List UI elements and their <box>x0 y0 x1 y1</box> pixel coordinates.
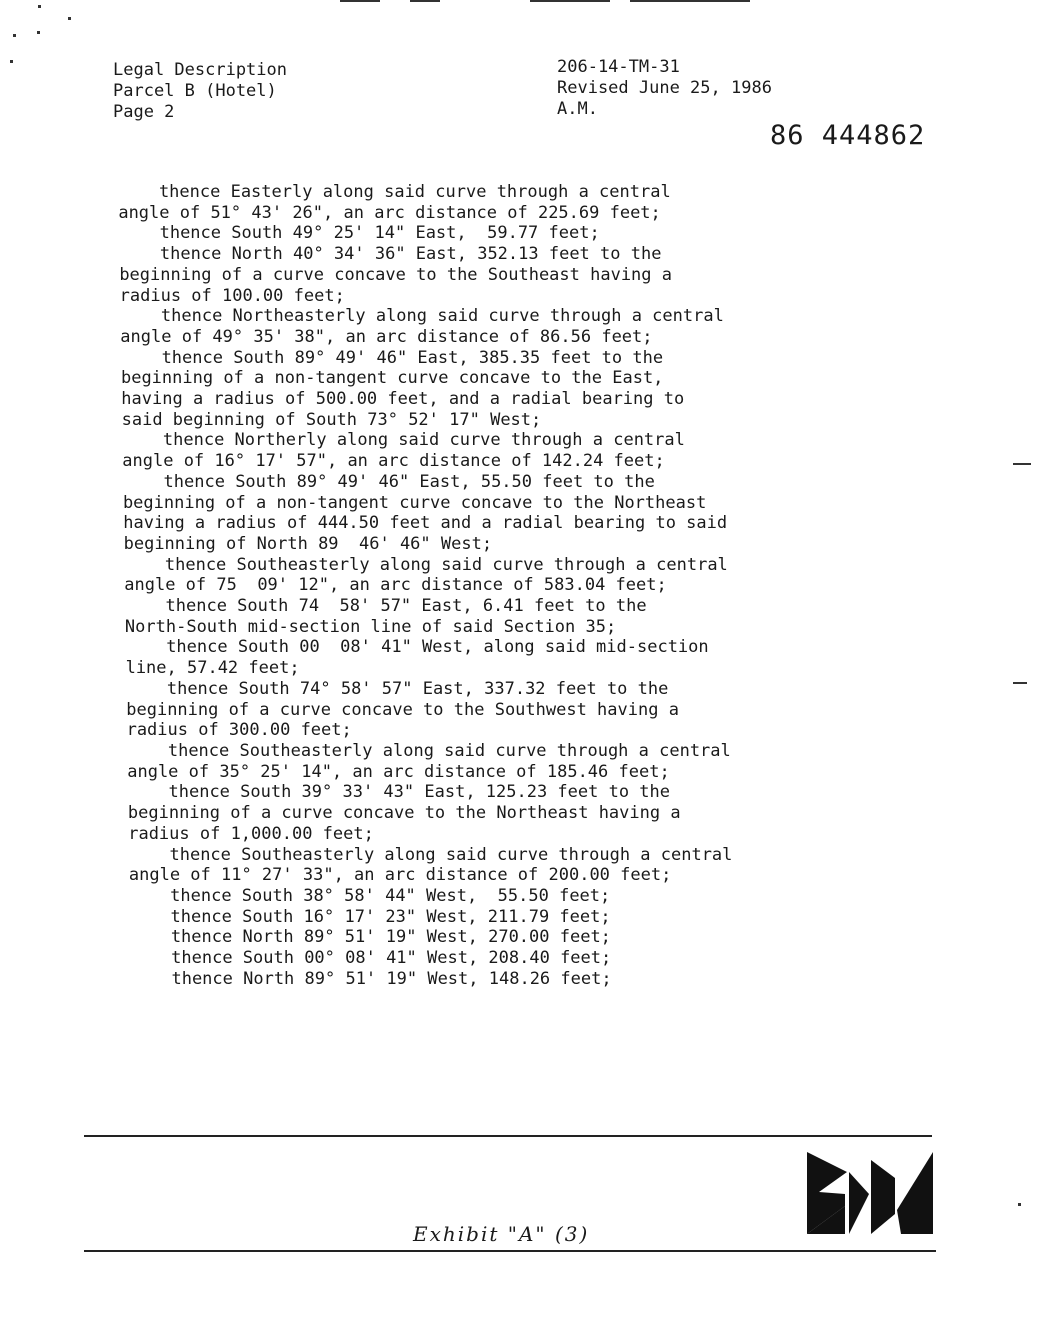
body-line: beginning of a curve concave to the Southwest having a <box>126 699 679 720</box>
body-line: angle of 35° 25' 14", an arc distance of 185.46 feet; <box>127 761 670 782</box>
body-line: angle of 16° 17' 57", an arc distance of 142.24 feet; <box>122 451 665 472</box>
body-line: beginning of a curve concave to the Northeast having a <box>127 803 681 824</box>
bw-logo-icon <box>805 1150 935 1236</box>
body-line: said beginning of South 73° 52' 17" West; <box>121 409 542 430</box>
body-line: thence South 00° 08' 41" West, 208.40 feet; <box>130 948 612 969</box>
document-header-left <box>113 60 287 123</box>
header-page: Page 2 <box>113 102 175 122</box>
body-line: beginning of a non-tangent curve concave to the Northeast <box>122 492 707 513</box>
scan-speck <box>68 17 71 20</box>
body-line: radius of 100.00 feet; <box>119 285 345 306</box>
footer-rule-top <box>84 1135 932 1137</box>
body-line: thence Northeasterly along said curve through a central <box>119 306 724 327</box>
body-line: thence Southeasterly along said curve through a central <box>123 554 728 575</box>
header-initials: A.M. <box>557 99 598 119</box>
document-header-right <box>557 57 772 120</box>
scan-speck <box>38 5 41 8</box>
body-line: having a radius of 444.50 feet and a radial bearing to said <box>123 513 728 534</box>
body-line: thence Southeasterly along said curve through a central <box>126 740 731 761</box>
body-line: thence South 49° 25' 14" East, 59.77 feet; <box>118 223 600 244</box>
legal-description-body <box>118 182 1018 989</box>
body-line: thence South 16° 17' 23" West, 211.79 feet; <box>129 906 611 927</box>
body-line: line, 57.42 feet; <box>125 658 300 679</box>
body-line: thence South 00 08' 41" West, along said mid-section <box>125 637 709 658</box>
body-line: thence South 89° 49' 46" East, 55.50 feet to the <box>122 471 655 492</box>
header-title: Legal Description <box>113 60 287 80</box>
body-line: thence South 89° 49' 46" East, 385.35 feet to the <box>120 347 664 368</box>
body-line: radius of 300.00 feet; <box>126 720 352 741</box>
body-line: radius of 1,000.00 feet; <box>128 823 374 844</box>
body-line: thence South 74 58' 57" East, 6.41 feet to the <box>124 596 647 617</box>
scan-speck <box>10 60 13 63</box>
recording-number: 86 444862 <box>770 120 926 151</box>
body-line: angle of 11° 27' 33", an arc distance of 200.00 feet; <box>128 865 672 886</box>
scan-speck <box>1018 1203 1021 1206</box>
body-line: thence South 39° 33' 43" East, 125.23 feet to the <box>127 782 671 803</box>
body-line: angle of 75 09' 12", an arc distance of 583.04 feet; <box>124 575 667 596</box>
header-parcel: Parcel B (Hotel) <box>113 81 277 101</box>
top-edge-marks <box>290 0 770 2</box>
body-line: beginning of North 89 46' 46" West; <box>123 533 493 554</box>
header-revised-date: Revised June 25, 1986 <box>557 78 772 98</box>
body-line: thence North 89° 51' 19" West, 148.26 feet; <box>130 968 612 989</box>
body-line: thence Easterly along said curve through a central <box>118 182 671 202</box>
body-line: thence Southeasterly along said curve through a central <box>128 844 733 865</box>
body-line: thence Northerly along said curve through a central <box>121 430 685 451</box>
footer-rule-bottom <box>84 1250 936 1252</box>
body-line: angle of 49° 35' 38", an arc distance of 86.56 feet; <box>120 326 653 347</box>
body-line: angle of 51° 43' 26", an arc distance of 225.69 feet; <box>118 202 661 223</box>
body-line: beginning of a non-tangent curve concave to the East, <box>120 368 664 389</box>
body-line: thence South 74° 58' 57" East, 337.32 feet to the <box>125 678 669 699</box>
scan-speck <box>13 34 16 37</box>
body-line: thence North 89° 51' 19" West, 270.00 feet; <box>129 927 611 948</box>
exhibit-label: Exhibit "A" (3) <box>413 1222 590 1246</box>
header-file-number: 206-14-TM-31 <box>557 57 680 77</box>
body-line: thence North 40° 34' 36" East, 352.13 feet to the <box>118 244 662 265</box>
body-line: North-South mid-section line of said Section 35; <box>124 616 617 637</box>
body-line: having a radius of 500.00 feet, and a radial bearing to <box>121 389 685 410</box>
body-line: beginning of a curve concave to the Southeast having a <box>119 264 672 285</box>
body-line: thence South 38° 58' 44" West, 55.50 feet; <box>129 885 611 906</box>
scan-speck <box>37 31 40 34</box>
